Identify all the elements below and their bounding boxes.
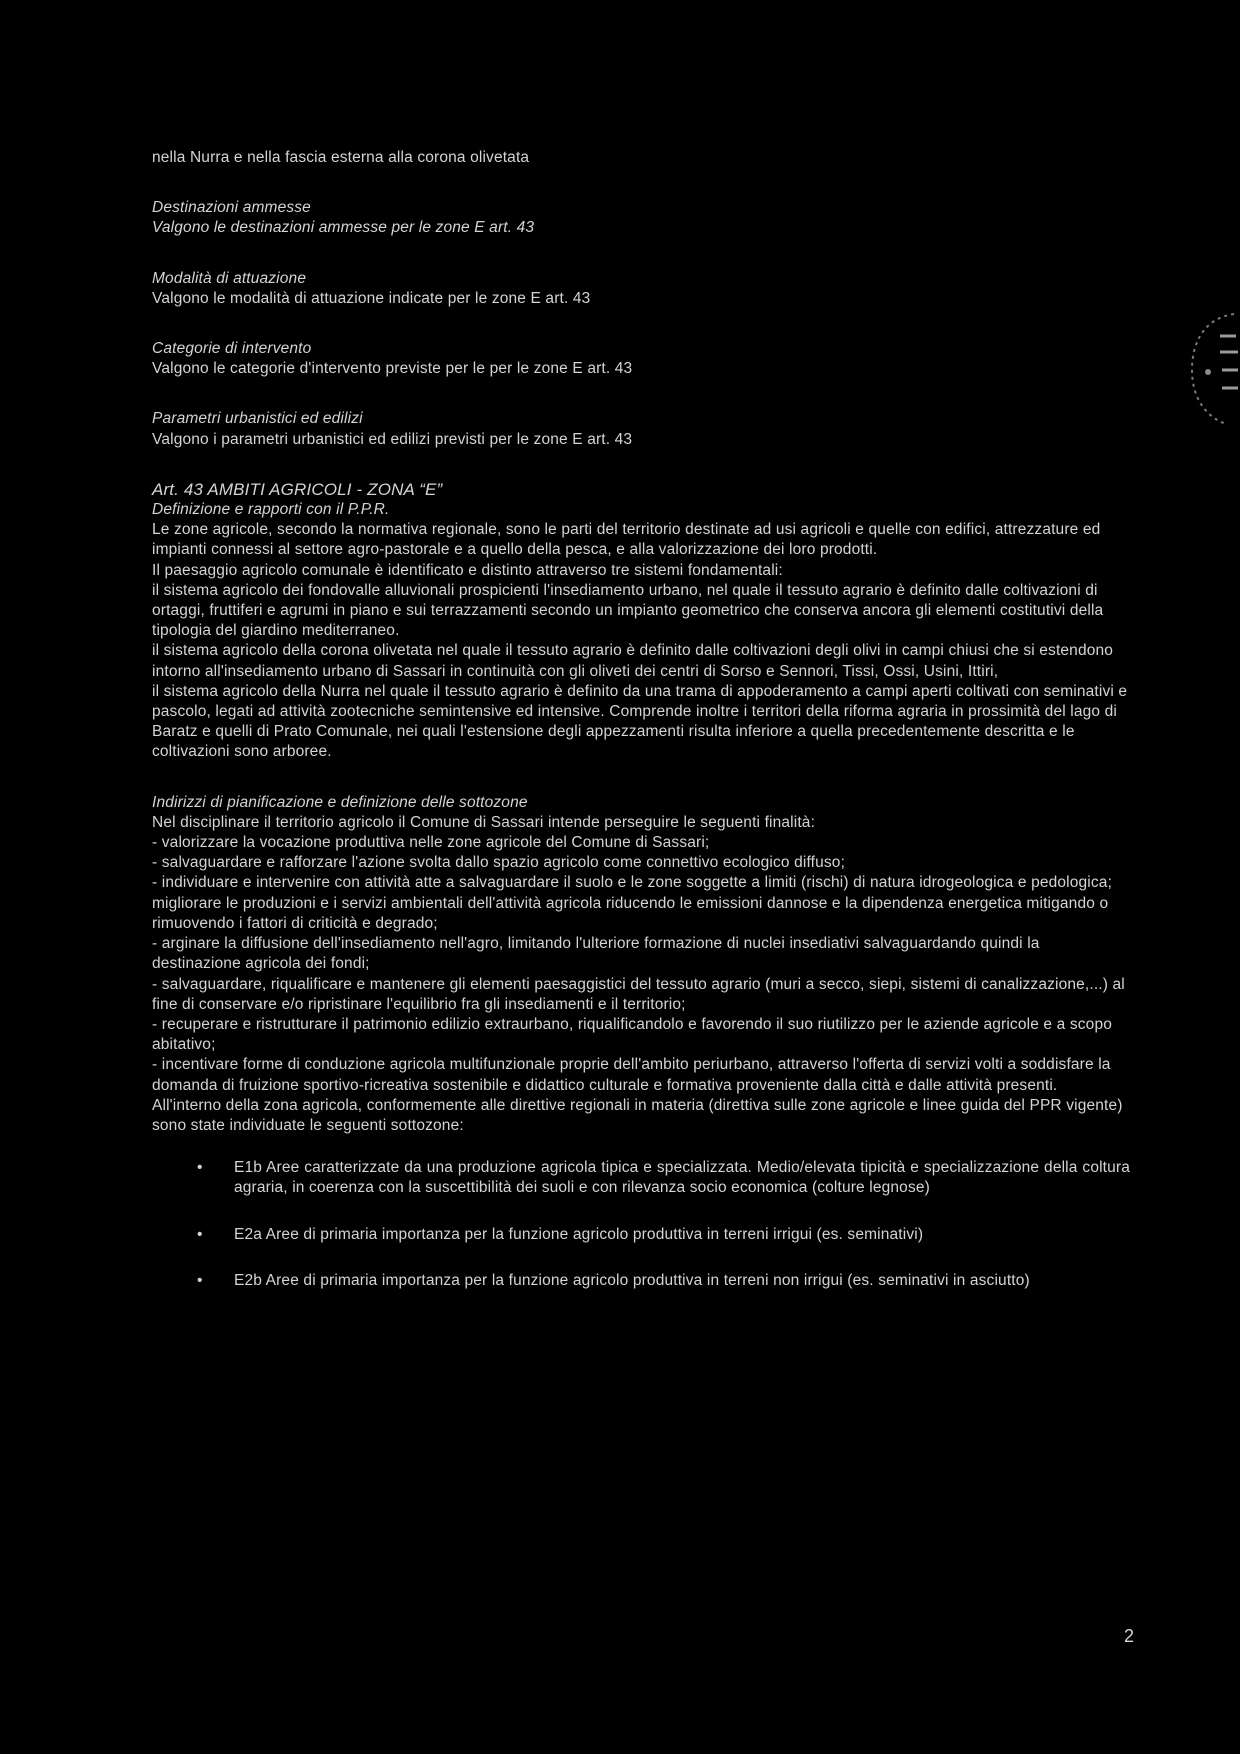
section-text-categorie: Valgono le categorie d'intervento previste per le per le zone E art. 43 [152,360,633,378]
article-paragraph: il sistema agricolo della corona olivetata nel quale il tessuto agrario è definito dalle coltivazioni degli olivi in campi chiusi che si estendono intorno all'insediamento urbano di Sassari in continuità con gli oliveti dei centri di Sorso e Sennori, Tissi, Ossi, Usini, Ittiri, [152,642,1114,680]
planning-item: - individuare e intervenire con attività atte a salvaguardare il suolo e le zone soggette a limiti (rischi) di natura idrogeologica e pedologica; migliorare le produzioni e i servizi ambientali dell'attività agricola riducendo le emissioni dannose e la dipendenza energetica mitigando o rimuovendo i fattori di criticità e degrado; [152,874,1113,932]
section-heading-destinazioni: Destinazioni ammesse [152,199,311,217]
stamp-mark-icon [1176,300,1240,450]
subzone-text: E2b Aree di primaria importanza per la funzione agricolo produttiva in terreni non irrigui (es. seminativi in asciutto) [234,1271,1030,1289]
planning-item: - arginare la diffusione dell'insediamento nell'agro, limitando l'ulteriore formazione di nuclei insediativi salvaguardando quindi la destinazione agricola dei fondi; [152,935,1040,973]
subzone-text: E1b Aree caratterizzate da una produzione agricola tipica e specializzata. Medio/elevata tipicità e specializzazione della coltura agraria, in coerenza con la suscettibilità dei suoli e con rilevanza socio economica (colture legnose) [234,1159,1130,1197]
page-number: 2 [1124,1626,1135,1646]
section-heading-modalita: Modalità di attuazione [152,269,307,287]
section-heading-parametri: Parametri urbanistici ed edilizi [152,410,363,428]
bullet-icon: • [197,1225,203,1243]
article-subheading: Definizione e rapporti con il P.P.R. [152,501,390,519]
subzone-text: E2a Aree di primaria importanza per la funzione agricolo produttiva in terreni irrigui (es. seminativi) [234,1225,924,1243]
intro-line: nella Nurra e nella fascia esterna alla corona olivetata [152,149,530,166]
article-paragraph: Il paesaggio agricolo comunale è identificato e distinto attraverso tre sistemi fondamentali: [152,561,783,579]
subzone-list [152,1158,1130,1291]
subzone-item-e1b [152,1158,1130,1198]
article-paragraph: il sistema agricolo della Nurra nel quale il tessuto agrario è definito da una trama di appoderamento a campi aperti coltivati con seminativi e pascolo, legati ad attività zootecniche semintensive ed intensive. Comprende inoltre i territori della riforma agraria in prossimità del lago di Baratz e quelli di Prato Comunale, nei quali l'estensione degli appezzamenti risulta inferiore a quella precedentemente descritta e le coltivazioni sono arboree. [152,682,1128,761]
section-text-parametri: Valgono i parametri urbanistici ed edilizi previsti per le zone E art. 43 [152,430,633,448]
section-text-destinazioni: Valgono le destinazioni ammesse per le zone E art. 43 [152,219,535,237]
planning-item: - recuperare e ristrutturare il patrimonio edilizio extraurbano, riqualificandolo e favorendo il suo riutilizzo per le aziende agricole e a scopo abitativo; [152,1015,1112,1054]
article-title: Art. 43 AMBITI AGRICOLI - ZONA “E” [152,479,443,499]
bullet-icon: • [197,1271,203,1289]
section-text-modalita: Valgono le modalità di attuazione indicate per le zone E art. 43 [152,289,591,307]
planning-item: - salvaguardare e rafforzare l'azione svolta dallo spazio agricolo come connettivo ecologico diffuso; [152,854,846,872]
article-paragraph: il sistema agricolo dei fondovalle alluvionali prospicienti l'insediamento urbano, nel quale il tessuto agrario è definito dalle coltivazioni di ortaggi, fruttiferi e agrumi in piano e sui terrazzamenti secondo un impianto geometrico che conserva ancora gli elementi costitutivi della tipologia del giardino mediterraneo. [152,581,1104,640]
subzone-item-e2b [152,1271,1130,1291]
planning-item: - salvaguardare, riqualificare e mantenere gli elementi paesaggistici del tessuto agrario (muri a secco, siepi, sistemi di canalizzazione,...) al fine di conservare e/o ripristinare l'equilibrio fra gli insediamenti e il territorio; [152,975,1125,1013]
planning-item: - valorizzare la vocazione produttiva nelle zone agricole del Comune di Sassari; [152,834,710,852]
article-paragraph: Le zone agricole, secondo la normativa regionale, sono le parti del territorio destinate ad usi agricoli e quelle con edifici, attrezzature ed impianti connessi al settore agro-pastorale e a quello della pesca, e alla valorizzazione dei loro prodotti. [152,521,1101,559]
planning-closing: All'interno della zona agricola, conformemente alle direttive regionali in materia (direttiva sulle zone agricole e linee guida del PPR vigente) sono state individuate le seguenti sottozone: [152,1096,1123,1134]
planning-intro: Nel disciplinare il territorio agricolo il Comune di Sassari intende perseguire le seguenti finalità: [152,813,816,831]
document-body [152,148,1130,1317]
section-heading-categorie: Categorie di intervento [152,340,312,358]
bullet-icon: • [197,1159,203,1177]
planning-heading: Indirizzi di pianificazione e definizione delle sottozone [152,793,528,811]
planning-item: - incentivare forme di conduzione agricola multifunzionale proprie dell'ambito periurbano, attraverso l'offerta di servizi volti a soddisfare la domanda di fruizione sportivo-ricreativa sostenibile e didattico culturale e formativa proveniente dalla città e dalle attività presenti. [152,1056,1111,1094]
subzone-item-e2a [152,1225,1130,1245]
